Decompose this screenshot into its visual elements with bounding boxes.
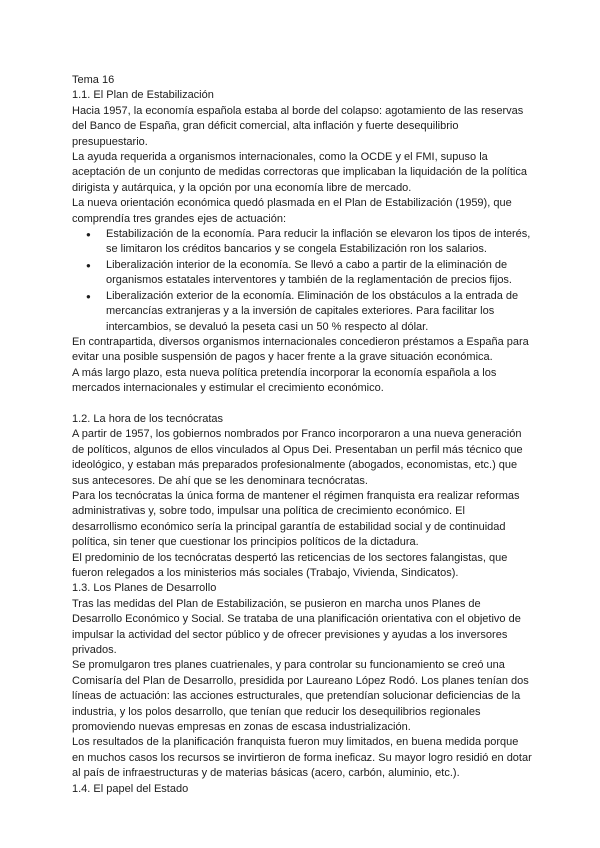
paragraph: En contrapartida, diversos organismos internacionales concedieron préstamos a España para evitar una posible suspensión de pagos y hacer frente a la grave situación económica. bbox=[72, 335, 529, 364]
paragraph: La nueva orientación económica quedó plasmada en el Plan de Estabilización (1959), que comprendía tres grandes ejes de actuación: bbox=[72, 197, 512, 225]
bullet-list bbox=[72, 227, 532, 335]
section-3-heading: 1.3. Los Planes de Desarrollo bbox=[72, 582, 217, 595]
paragraph: Los resultados de la planificación franquista fueron muy limitados, en buena medida porque en muchos casos los recursos se invirtieron de forma ineficaz. Su mayor logro residió en dotar al país de infraestructuras y de materias básicas (acero, carbón, aluminio, etc.). bbox=[72, 736, 532, 780]
paragraph: Tras las medidas del Plan de Estabilización, se pusieron en marcha unos Planes de Desarrollo Económico y Social. Se trataba de una planificación orientativa con el objetivo de impulsar la actividad del sector público y de ofrecer previsiones y ayudas a los inversores privados. bbox=[72, 597, 521, 657]
paragraph: Se promulgaron tres planes cuatrienales, y para controlar su funcionamiento se creó una Comisaría del Plan de Desarrollo, presidida por Laureano López Rodó. Los planes tenían dos líneas de actuación: las acciones estructurales, que pretendían solucionar deficiencias de la industria, y los polos desarrollo, que tenían que reducir los desequilibrios regionales promoviendo nuevas empresas en zonas de escasa industrialización. bbox=[72, 659, 529, 734]
document-page bbox=[72, 73, 532, 797]
document-title: Tema 16 bbox=[72, 74, 115, 86]
paragraph: El predominio de los tecnócratas despertó las reticencias de los sectores falangistas, que fueron relegados a los ministerios más sociales (Trabajo, Vivienda, Sindicatos). bbox=[72, 551, 508, 579]
paragraph: Para los tecnócratas la única forma de mantener el régimen franquista era realizar reformas administrativas y, sobre todo, impulsar una política de crecimiento económico. El desarrollismo económico sería la principal garantía de estabilidad social y de continuidad política, sin tener que cuestionar los principios políticos de la dictadura. bbox=[72, 489, 520, 549]
section-4-heading: 1.4. El papel del Estado bbox=[72, 782, 189, 795]
paragraph: A partir de 1957, los gobiernos nombrados por Franco incorporaron a una nueva generación de políticos, algunos de ellos vinculados al Opus Dei. Presentaban un perfil más técnico que ideológico, y estaban más preparados profesionalmente (abogados, economistas, etc.) que sus antecesores. De ahí que se les denominara tecnócratas. bbox=[72, 428, 523, 487]
paragraph: La ayuda requerida a organismos internacionales, como la OCDE y el FMI, supuso la aceptación de un conjunto de medidas correctoras que implicaban la liquidación de la política dirigista y autárquica, y la opción por una economía libre de mercado. bbox=[72, 151, 527, 194]
section-2-heading: 1.2. La hora de los tecnócratas bbox=[72, 412, 224, 425]
paragraph: Hacia 1957, la economía española estaba al borde del colapso: agotamiento de las reservas del Banco de España, gran déficit comercial, alta inflación y fuerte desequilibrio presupuestario. bbox=[72, 104, 524, 148]
section-1-heading: 1.1. El Plan de Estabilización bbox=[72, 89, 214, 102]
list-item: ● Estabilización de la economía. Para reducir la inflación se elevaron los tipos de interés, se limitaron los créditos bancarios y se congela Estabilización ron los salarios. bbox=[106, 227, 532, 258]
spacer bbox=[72, 397, 532, 412]
list-item: ● Liberalización interior de la economía. Se llevó a cabo a partir de la eliminación de organismos estatales interventores y también de la reglamentación de precios fijos. bbox=[106, 258, 532, 289]
list-item: ● Liberalización exterior de la economía. Eliminación de los obstáculos a la entrada de mercancías extranjeras y a la inversión de capitales exteriores. Para facilitar los intercambios, se devaluó la peseta casi un 50 % respecto al dólar. bbox=[106, 289, 532, 335]
paragraph: A más largo plazo, esta nueva política pretendía incorporar la economía española a los mercados internacionales y estimular el crecimiento económico. bbox=[72, 366, 497, 395]
